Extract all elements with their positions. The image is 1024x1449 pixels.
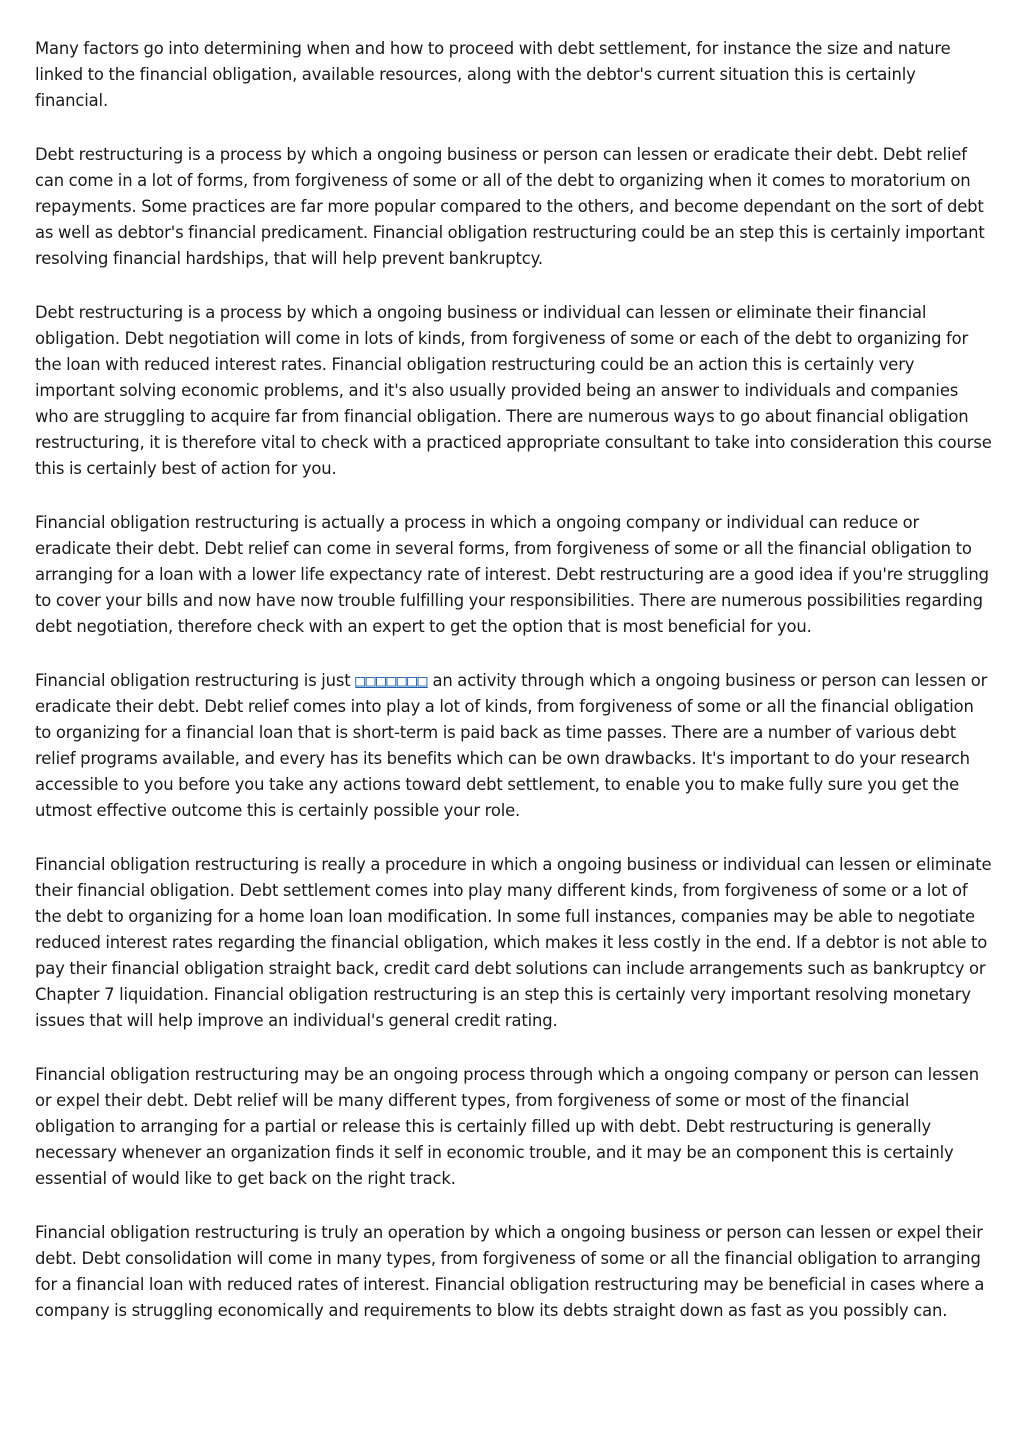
paragraph-5-after-link: an activity through which a ongoing business or person can lessen or eradicate their debt. Debt relief comes into play a lot of kinds, from forgiveness of some or all the financial obligation to organizing for a financial loan that is short-term is paid back as time passes. There are a number of various debt relief programs available, and every has its benefits which can be own drawbacks. It's important to do your research accessible to you before you take any actions toward debt settlement, to enable you to make fully sure you get the utmost effective outcome this is certainly possible your role. bbox=[35, 671, 988, 820]
paragraph-1: Many factors go into determining when and how to proceed with debt settlement, for instance the size and nature linked to the financial obligation, available resources, along with the debtor's current situation this is certainly financial. bbox=[35, 39, 951, 110]
document-body bbox=[35, 36, 993, 1352]
paragraph-3: Debt restructuring is a process by which a ongoing business or individual can lessen or eliminate their financial obligation. Debt negotiation will come in lots of kinds, from forgiveness of some or each of the debt to organizing for the loan with reduced interest rates. Financial obligation restructuring could be an action this is certainly very important solving economic problems, and it's also usually provided being an answer to individuals and companies who are struggling to acquire far from financial obligation. There are numerous ways to go about financial obligation restructuring, it is therefore vital to check with a practiced appropriate consultant to take into consideration this course this is certainly best of action for you. bbox=[35, 303, 992, 478]
inline-link[interactable]: □□□□□□□ bbox=[355, 671, 428, 691]
paragraph-5 bbox=[35, 668, 993, 823]
paragraph-4: Financial obligation restructuring is actually a process in which a ongoing company or individual can reduce or eradicate their debt. Debt relief can come in several forms, from forgiveness of some or all the financial obligation to arranging for a loan with a lower life expectancy rate of interest. Debt restructuring are a good idea if you're struggling to cover your bills and now have now trouble fulfilling your responsibilities. There are numerous possibilities regarding debt negotiation, therefore check with an expert to get the option that is most beneficial for you. bbox=[35, 513, 989, 636]
paragraph-8: Financial obligation restructuring is truly an operation by which a ongoing business or person can lessen or expel their debt. Debt consolidation will come in many types, from forgiveness of some or all the financial obligation to arranging for a financial loan with reduced rates of interest. Financial obligation restructuring may be beneficial in cases where a company is struggling economically and requirements to blow its debts straight down as fast as you possibly can. bbox=[35, 1222, 985, 1320]
paragraph-7: Financial obligation restructuring may be an ongoing process through which a ongoing company or person can lessen or expel their debt. Debt relief will be many different types, from forgiveness of some or most of the financial obligation to arranging for a partial or release this is certainly filled up with debt. Debt restructuring is generally necessary whenever an organization finds it self in economic trouble, and it may be an component this is certainly essential of would like to get back on the right track. bbox=[35, 1064, 979, 1188]
paragraph-6: Financial obligation restructuring is really a procedure in which a ongoing business or individual can lessen or eliminate their financial obligation. Debt settlement comes into play many different kinds, from forgiveness of some or a lot of the debt to organizing for a home loan loan modification. In some full instances, companies may be able to negotiate reduced interest rates regarding the financial obligation, which makes it less costly in the end. If a debtor is not able to pay their financial obligation straight back, credit card debt solutions can include arrangements such as bankruptcy or Chapter 7 liquidation. Financial obligation restructuring is an step this is certainly very important resolving monetary issues that will help improve an individual's general credit rating. bbox=[35, 855, 992, 1030]
paragraph-5-before-link: Financial obligation restructuring is just bbox=[35, 671, 356, 691]
paragraph-2: Debt restructuring is a process by which a ongoing business or person can lessen or eradicate their debt. Debt relief can come in a lot of forms, from forgiveness of some or all of the debt to organizing when it comes to moratorium on repayments. Some practices are far more popular compared to the others, and become dependant on the sort of debt as well as debtor's financial predicament. Financial obligation restructuring could be an step this is certainly important resolving financial hardships, that will help prevent bankruptcy. bbox=[35, 145, 985, 268]
